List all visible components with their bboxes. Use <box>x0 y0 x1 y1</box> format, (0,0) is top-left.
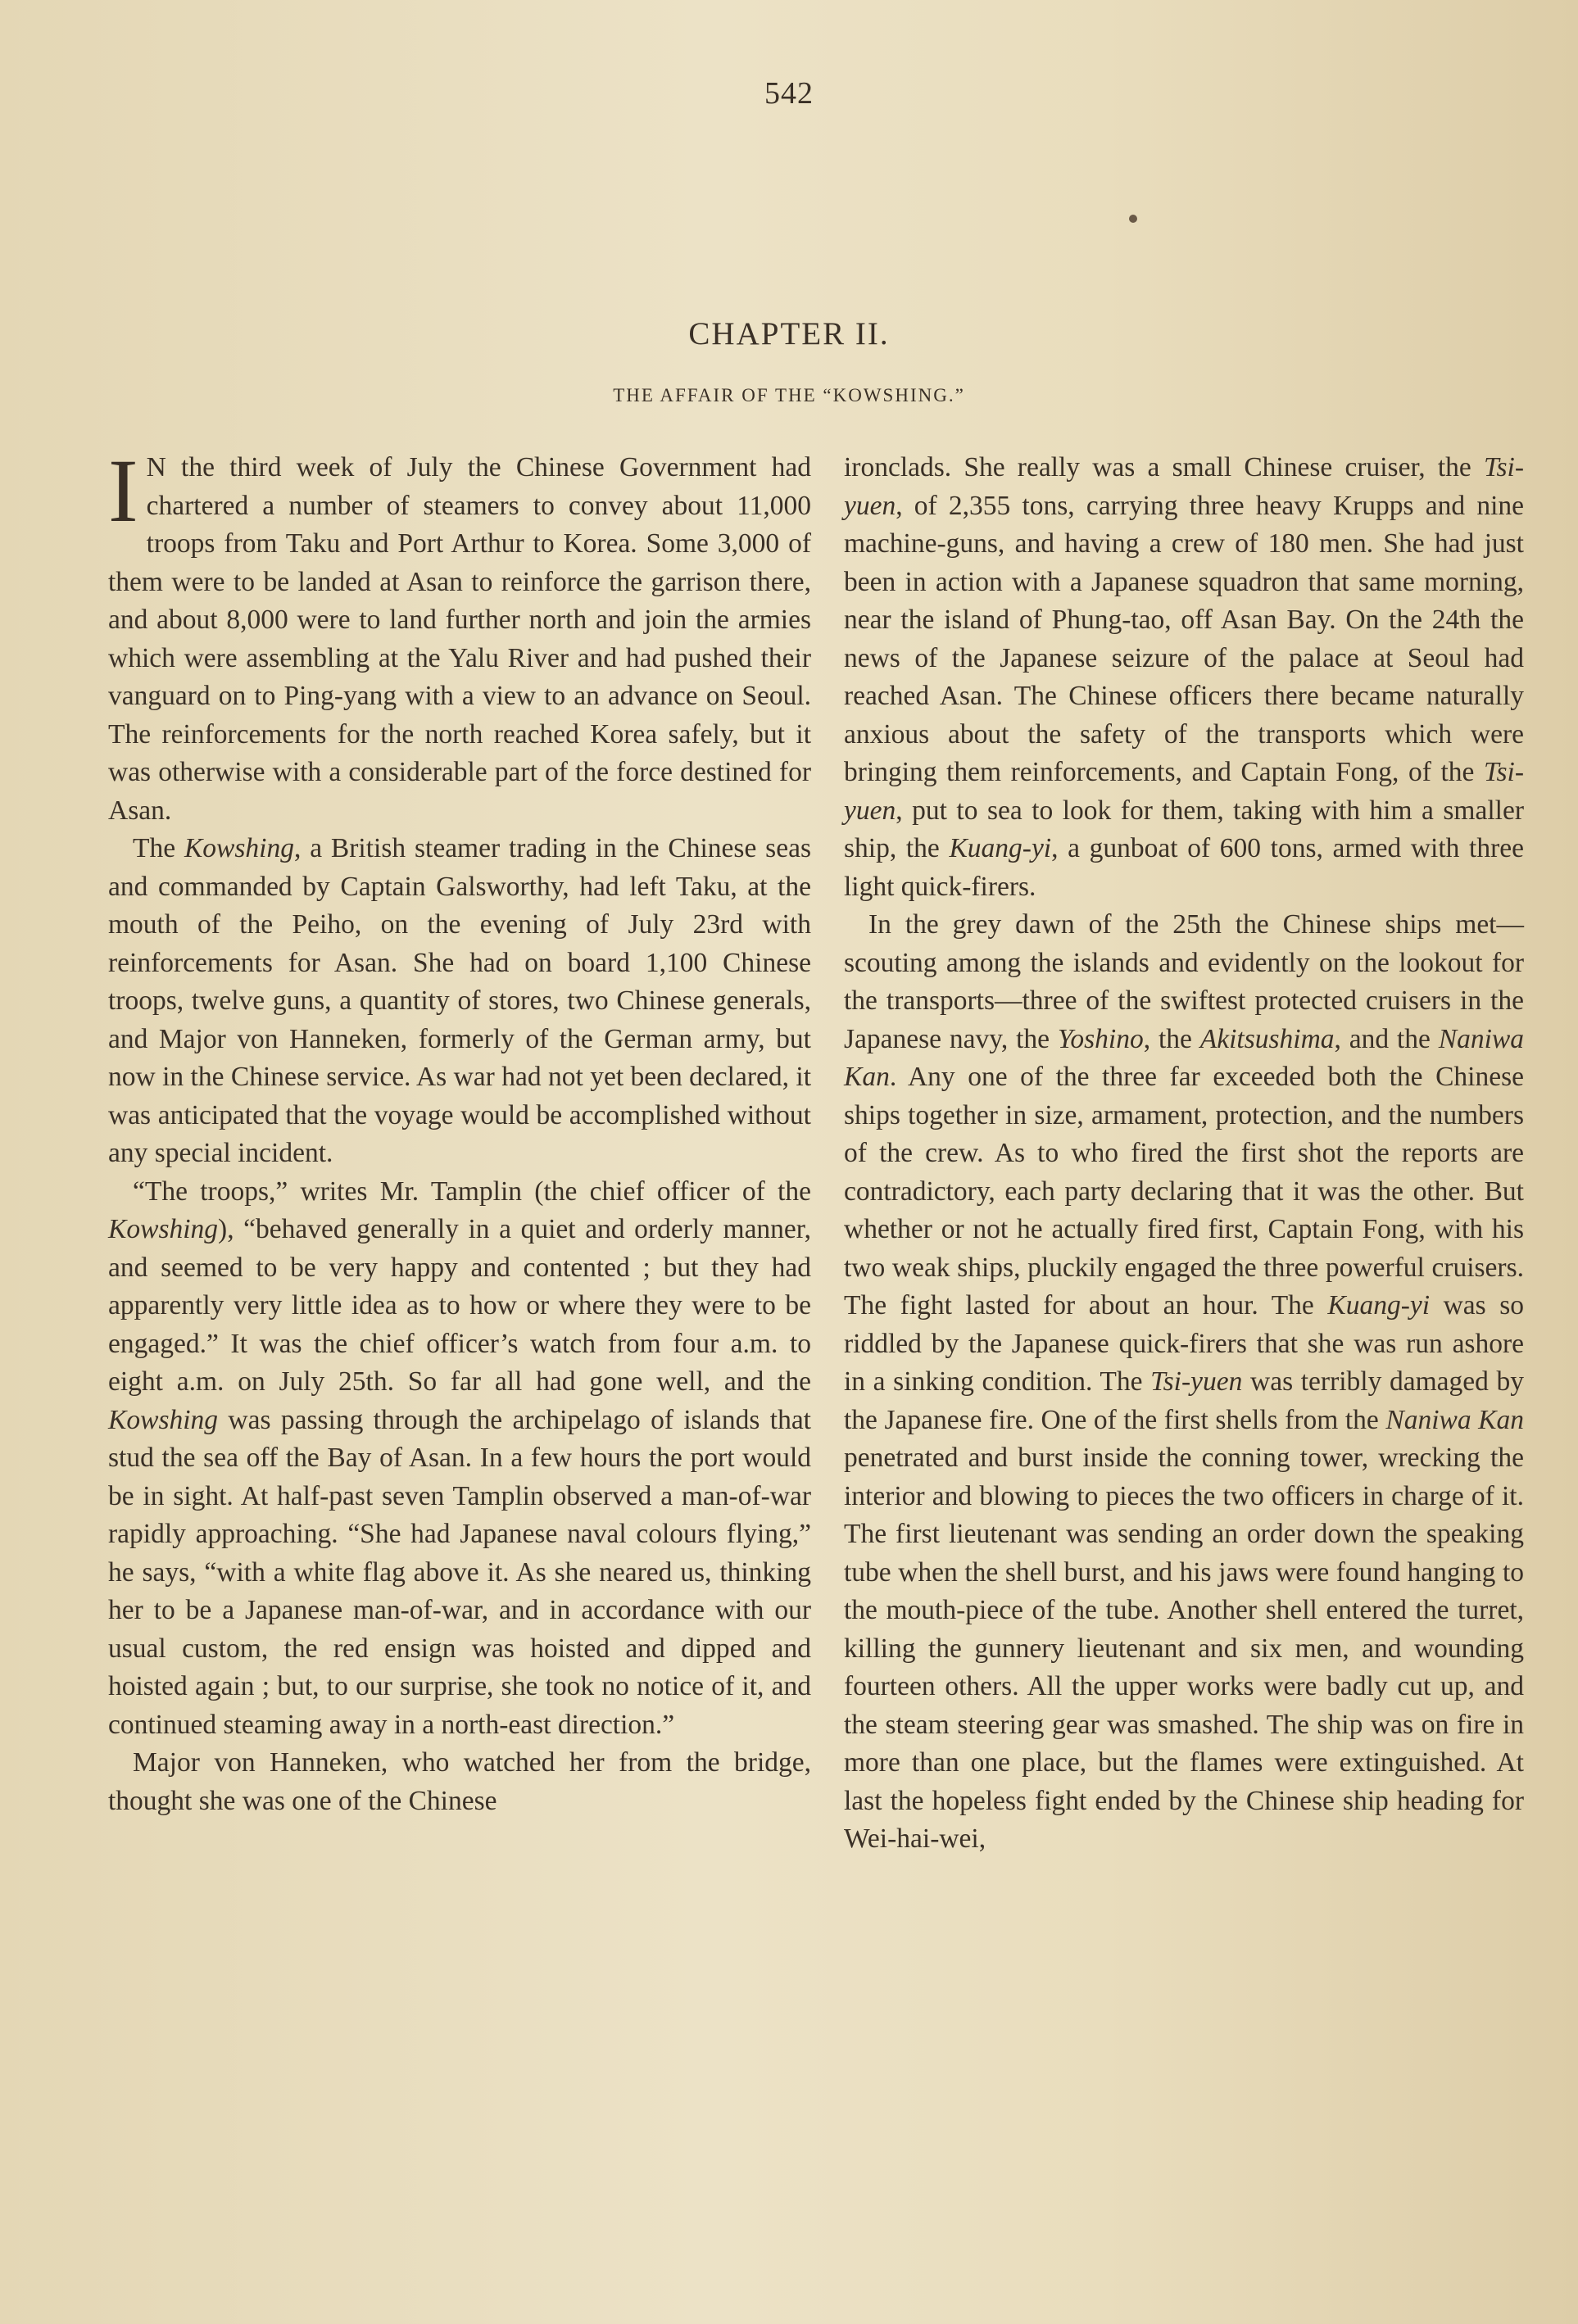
paragraph <box>108 441 811 830</box>
text-run: In the grey dawn of the 25th the Chinese ships met—scouting among the islands and evidently on the lookout for the transports—three of the swiftest protected cruisers in the Japanese navy, the <box>844 909 1524 1054</box>
ship-name: Kuang-yi <box>949 833 1052 863</box>
left-column <box>108 441 811 1820</box>
text-run: was passing through the archipelago of islands that stud the sea off the Bay of Asan. In a few hours the port would be in sight. At half-past seven Tamplin observed a man-of-war rapidly approaching. “She had Japanese naval colours flying,” he says, “with a white flag above it. As she neared us, thinking her to be a Japanese man-of-war, and in accordance with our usual custom, the red ensign was hoisted and dipped and hoisted again ; but, to our surprise, she took no notice of it, and continued steaming away in a north-east direction.” <box>108 1404 811 1740</box>
text-run: , and the <box>1334 1023 1439 1054</box>
paragraph <box>844 906 1524 1859</box>
chapter-subtitle: THE AFFAIR OF THE “KOWSHING.” <box>613 385 965 405</box>
ship-name: Naniwa Kan <box>844 1023 1524 1092</box>
text-run: , a gunboat of 600 tons, armed with three light quick-firers. <box>844 833 1524 902</box>
ship-name: Kowshing <box>184 833 294 863</box>
ink-speck <box>1129 215 1137 223</box>
paragraph-text: N the third week of July the Chinese Government had chartered a number of steamers to convey about 11,000 troops from Taku and Port Arthur to Korea. Some 3,000 of them were to be landed at Asan to reinforce the garrison there, and about 8,000 were to land further north and join the armies which were assembling at the Yalu River and had pushed their vanguard on to Ping-yang with a view to an advance on Seoul. The reinforcements for the north reached Korea safely, but it was otherwise with a considerable part of the force destined for Asan. <box>108 452 811 826</box>
text-run: , a British steamer trading in the Chinese seas and commanded by Captain Galsworthy, had left Taku, at the mouth of the Peiho, on the evening of July 23rd with reinforcements for Asan. She had on board 1,100 Chinese troops, twelve guns, a quantity of stores, two Chinese generals, and Major von Hanneken, formerly of the German army, but now in the Chinese service. As war had not yet been declared, it was anticipated that the voyage would be accomplished without any special incident. <box>108 833 811 1168</box>
ship-name: Akitsushima <box>1199 1023 1335 1054</box>
ship-name: Kuang-yi <box>1327 1290 1431 1321</box>
text-run: penetrated and burst inside the conning tower, wrecking the interior and blowing to pieces the two officers in charge of it. The first lieutenant was sending an order down the speaking tube when the shell burst, and his jaws were found hanging to the mouth-piece of the tube. Another shell entered the turret, killing the gunnery lieutenant and six men, and wounding fourteen others. All the upper works were badly cut up, and the steam steering gear was smashed. The ship was on fire in more than one place, but the flames were extinguished. At last the hopeless fight ended by the Chinese ship heading for Wei-hai-wei, <box>844 1443 1524 1854</box>
paragraph <box>108 1744 811 1820</box>
text-run: was so riddled by the Japanese quick-firers that she was run ashore in a sinking condition. The <box>844 1290 1524 1397</box>
paragraph <box>108 1173 811 1745</box>
text-run: , put to sea to look for them, taking with him a smaller ship, the <box>844 795 1524 863</box>
drop-cap: I <box>108 441 138 541</box>
text-run: The <box>133 833 184 863</box>
text-run: ), “behaved generally in a quiet and orderly manner, and seemed to be very happy and contented ; but they had apparently very little idea as to how or where they were to be engaged.” It was the chief officer’s watch from four a.m. to eight a.m. on July 25th. So far all had gone well, and the <box>108 1214 811 1397</box>
ship-name: Kowshing <box>108 1214 219 1244</box>
text-run: . Any one of the three far exceeded both the Chinese ships together in size, armament, protection, and the numbers of the crew. As to who fired the first shot the reports are contradictory, each party declaring that it was the other. But whether or not he actually fired first, Captain Fong, with his two weak ships, pluckily engaged the three powerful cruisers. The fight lasted for about an hour. The <box>844 1062 1524 1321</box>
ship-name: Tsi-yuen <box>844 452 1524 521</box>
paragraph <box>844 449 1524 906</box>
text-run: , of 2,355 tons, carrying three heavy Krupps and nine machine-guns, and having a crew of 180 men. She had just been in action with a Japanese squadron that same morning, near the island of Phung-tao, off Asan Bay. On the 24th the news of the Japanese seizure of the palace at Seoul had reached Asan. The Chinese officers there became naturally anxious about the safety of the transports which were bringing them reinforcements, and Captain Fong, of the <box>844 490 1524 787</box>
right-column <box>844 449 1524 1859</box>
ship-name: Yoshino <box>1057 1023 1144 1054</box>
page-number: 542 <box>764 76 814 111</box>
text-run: was terribly damaged by the Japanese fire. One of the first shells from the <box>844 1366 1524 1435</box>
paragraph <box>108 830 811 1173</box>
text-run: “The troops,” writes Mr. Tamplin (the chief officer of the <box>133 1176 811 1207</box>
text-run: Major von Hanneken, who watched her from the bridge, thought she was one of the Chinese <box>108 1747 811 1816</box>
text-run: , the <box>1143 1023 1200 1054</box>
text-run: ironclads. She really was a small Chinese cruiser, the <box>844 452 1484 482</box>
ship-name: Kowshing <box>108 1404 219 1435</box>
ship-name: Tsi-yuen <box>1150 1366 1243 1397</box>
ship-name: Tsi-yuen <box>844 757 1524 826</box>
ship-name: Naniwa Kan <box>1385 1404 1524 1435</box>
chapter-title: CHAPTER II. <box>688 316 890 351</box>
